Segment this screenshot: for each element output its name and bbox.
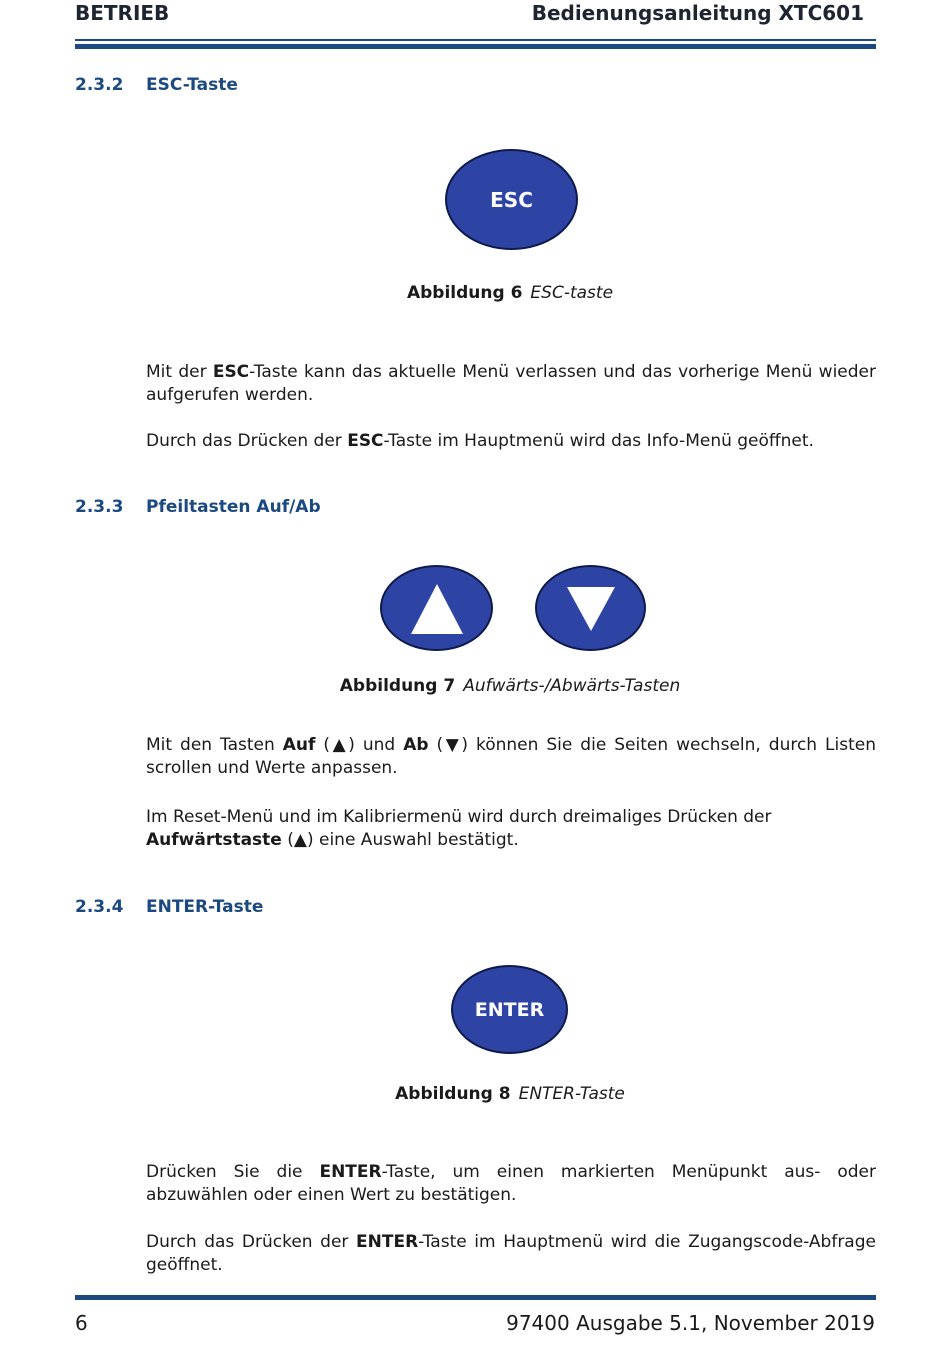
paragraph: Im Reset-Menü und im Kalibriermenü wird durch dreimaliges Drücken der Aufwärtstaste (▲) eine Auswahl bestätigt. bbox=[146, 807, 772, 850]
up-key-figure bbox=[380, 565, 493, 651]
section-title-esc: ESC-Taste bbox=[146, 75, 238, 95]
enter-key-label: ENTER bbox=[474, 998, 545, 1021]
figure-caption-7 bbox=[0, 676, 950, 696]
figure-label: Abbildung 6 bbox=[406, 283, 523, 303]
figure-caption-text: Aufwärts-/Abwärts-Tasten bbox=[463, 676, 681, 696]
page-number: 6 bbox=[75, 1311, 88, 1335]
paragraph: Mit der ESC-Taste kann das aktuelle Menü verlassen und das vorherige Menü wieder aufgerufen werden. bbox=[146, 362, 876, 405]
down-key-figure bbox=[535, 565, 646, 651]
figure-caption-text: ESC-taste bbox=[530, 283, 614, 303]
enter-key-figure bbox=[451, 965, 568, 1054]
paragraph: Drücken Sie die ENTER-Taste, um einen markierten Menüpunkt aus- oder abzuwählen oder einen Wert zu bestätigen. bbox=[146, 1162, 876, 1205]
footer-rule bbox=[75, 1295, 876, 1300]
figure-label: Abbildung 7 bbox=[339, 676, 456, 696]
up-arrow-icon bbox=[407, 580, 467, 636]
header-rule-thick bbox=[75, 44, 876, 49]
esc-key-figure bbox=[445, 149, 578, 250]
down-arrow-icon bbox=[563, 583, 619, 633]
header-rule-thin bbox=[75, 39, 876, 41]
esc-key-label: ESC bbox=[490, 187, 533, 212]
section-title-enter: ENTER-Taste bbox=[146, 897, 264, 917]
header-document-title: Bedienungsanleitung XTC601 bbox=[531, 1, 864, 25]
figure-caption-6 bbox=[0, 283, 950, 303]
figure-label: Abbildung 8 bbox=[395, 1084, 511, 1104]
header-section-title: BETRIEB bbox=[75, 1, 170, 25]
section-number-esc: 2.3.2 bbox=[75, 75, 124, 95]
section-number-enter: 2.3.4 bbox=[75, 897, 124, 917]
section-title-arrows: Pfeiltasten Auf/Ab bbox=[146, 497, 321, 517]
section-number-arrows: 2.3.3 bbox=[75, 497, 124, 517]
figure-caption-text: ENTER-Taste bbox=[518, 1084, 625, 1104]
figure-caption-8 bbox=[0, 1084, 950, 1104]
paragraph: Durch das Drücken der ENTER-Taste im Hauptmenü wird die Zugangscode-Abfrage geöffnet. bbox=[146, 1232, 876, 1275]
paragraph: Durch das Drücken der ESC-Taste im Hauptmenü wird das Info-Menü geöffnet. bbox=[146, 431, 814, 451]
paragraph: Mit den Tasten Auf (▲) und Ab (▼) können Sie die Seiten wechseln, durch Listen scrollen und Werte anpassen. bbox=[146, 735, 877, 778]
edition-info: 97400 Ausgabe 5.1, November 2019 bbox=[506, 1311, 875, 1335]
